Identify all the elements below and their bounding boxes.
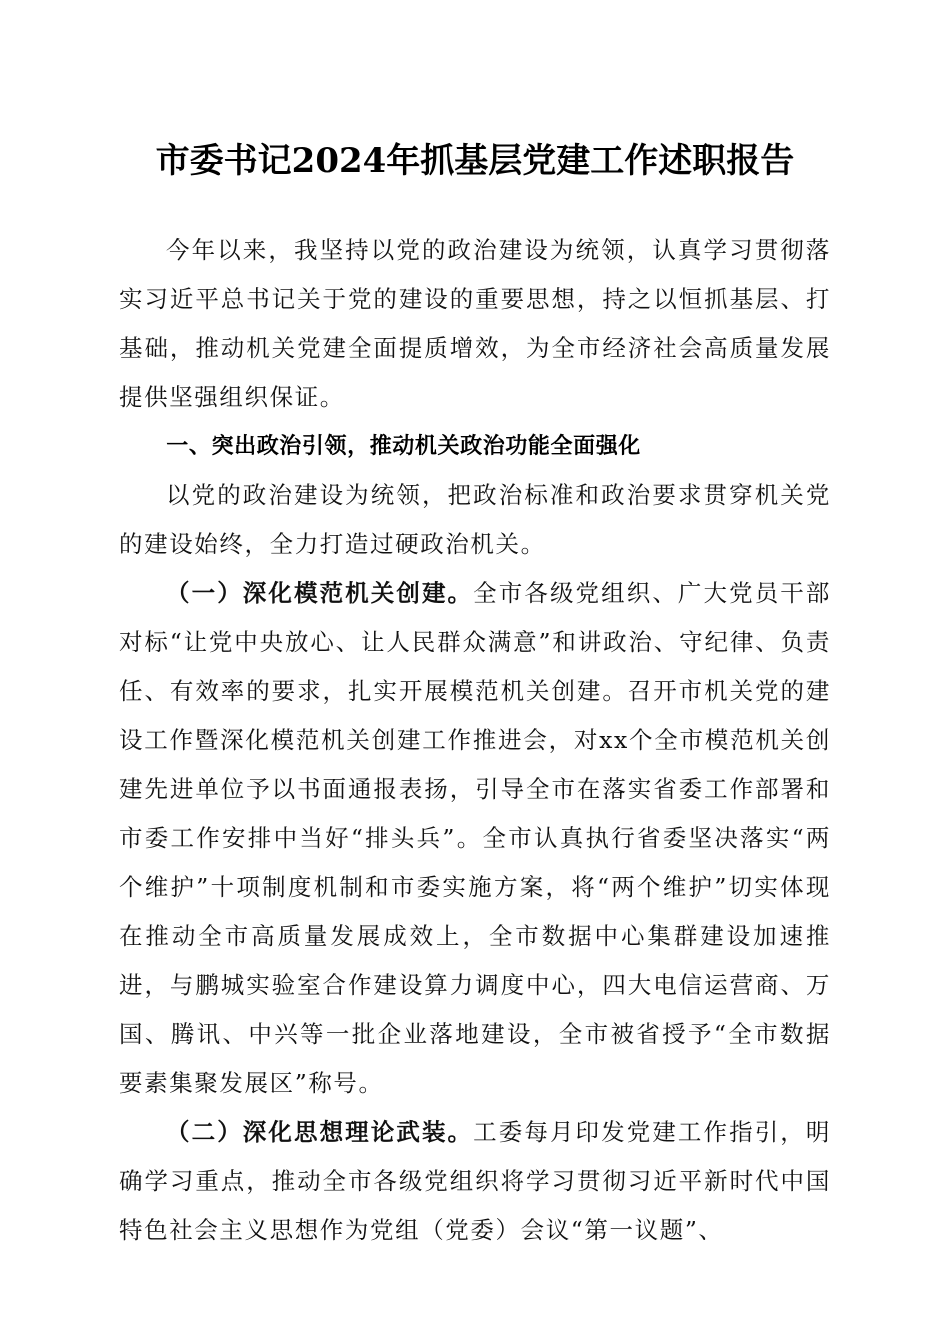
subsection-1-lead: （一）深化模范机关创建。 [166, 579, 474, 607]
subsection-1-paragraph [119, 569, 831, 1108]
section-1-intro-paragraph: 以党的政治建设为统领，把政治标准和政治要求贯穿机关党的建设始终，全力打造过硬政治机关。 [119, 481, 831, 558]
subsection-2-text: 工委每月印发党建工作指引，明确学习重点，推动全市各级党组织将学习贯彻习近平新时代中国特色社会主义思想作为党组（党委）会议“第一议题”、 [119, 1118, 831, 1244]
intro-paragraph: 今年以来，我坚持以党的政治建设为统领，认真学习贯彻落实习近平总书记关于党的建设的重要思想，持之以恒抓基层、打基础，推动机关党建全面提质增效，为全市经济社会高质量发展提供坚强组织保证。 [119, 236, 831, 411]
subsection-2-paragraph [119, 1108, 831, 1255]
document-title: 市委书记2024年抓基层党建工作述职报告 [155, 141, 795, 181]
subsection-2-lead: （二）深化思想理论武装。 [166, 1118, 474, 1146]
subsection-1-text: 全市各级党组织、广大党员干部对标“让党中央放心、让人民群众满意”和讲政治、守纪律、负责任、有效率的要求，扎实开展模范机关创建。召开市机关党的建设工作暨深化模范机关创建工作推进会，对xx个全市模范机关创建先进单位予以书面通报表扬，引导全市在落实省委工作部署和市委工作安排中当好“排头兵”。全市认真执行省委坚决落实“两个维护”十项制度机制和市委实施方案，将“两个维护”切实体现在推动全市高质量发展成效上，全市数据中心集群建设加速推进，与鹏城实验室合作建设算力调度中心，四大电信运营商、万国、腾讯、中兴等一批企业落地建设，全市被省授予“全市数据要素集聚发展区”称号。 [119, 579, 831, 1097]
section-1-heading: 一、突出政治引领，推动机关政治功能全面强化 [166, 434, 641, 459]
document-body [119, 226, 831, 1255]
